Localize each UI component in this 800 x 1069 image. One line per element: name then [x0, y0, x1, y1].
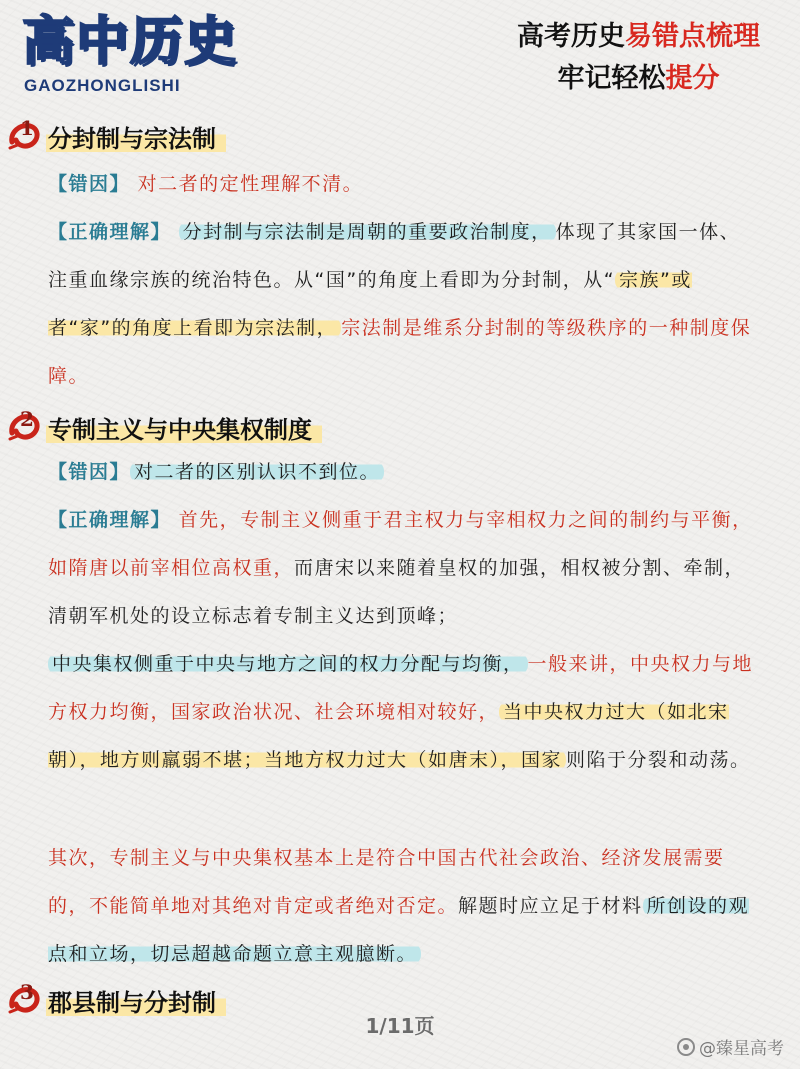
body-text: 而唐宋以来随着皇权的加强，相权被分割、牵制，清朝军机处的设立标志着专制主义达到顶峰；	[48, 557, 746, 627]
highlight-text: 当中央权力过大（如北宋朝），地方则羸弱不堪；当地方权力过大（如唐末），国家	[48, 701, 729, 771]
page-indicator: 1/11页	[365, 1014, 435, 1038]
red-text: 其次，专制主义与中央集权基本上是符合中国古代社会政治、经济发展需要的，不能简单地对其绝对肯定或者绝对否定。	[48, 847, 725, 917]
watermark-logo-icon	[677, 1038, 695, 1056]
central-power-paragraph	[48, 640, 760, 784]
section-title: 郡县制与分封制	[46, 981, 226, 1020]
slogan-line-2	[517, 58, 760, 100]
correct-understanding-1	[48, 208, 760, 400]
body-text: 体现了其家国一体、注重血缘宗族的统治特色。从“国”的角度上看即为分封制，从“	[48, 221, 741, 291]
section-heading-2	[6, 405, 322, 449]
correct-understanding-2	[48, 496, 760, 640]
brush-number-icon	[6, 114, 46, 158]
conclusion-paragraph	[48, 834, 760, 978]
slogan-line-2-highlight: 提分	[665, 63, 720, 94]
error-cause-2	[48, 448, 760, 496]
brush-number-icon	[6, 405, 46, 449]
correct-tag: 【正确理解】	[48, 509, 172, 531]
highlight-text: 宗族”或者“家”的角度上看即为宗法制，	[48, 269, 692, 339]
logo-title: 高中历史	[22, 12, 239, 72]
error-text: 对二者的区别认识不到位。	[130, 461, 384, 483]
body-text: 则陷于分裂和动荡。	[566, 749, 751, 771]
highlight-text: 所创设的观点和立场，切忌超越命题立意主观臆断。	[48, 895, 750, 965]
error-cause-1	[48, 160, 760, 208]
red-text: 一般来讲，中央权力与地方权力均衡，国家政治状况、社会环境相对较好，	[48, 653, 754, 723]
section-title: 分封制与宗法制	[46, 117, 226, 156]
body-text: 解题时应立足于材料	[458, 895, 643, 917]
red-text: 首先，专制主义侧重于君主权力与宰相权力之间的制约与平衡，如隋唐以前宰相位高权重，	[48, 509, 753, 579]
section-number: 1	[20, 116, 34, 140]
slogan-line-1	[517, 16, 760, 58]
highlight-text: 分封制与宗法制是周朝的重要政治制度，	[179, 221, 556, 243]
slogan-line-1-prefix: 高考历史	[517, 21, 625, 52]
logo-subtitle: GAOZHONGLISHI	[24, 76, 181, 95]
slogan-line-2-prefix: 牢记轻松	[557, 63, 666, 94]
error-tag: 【错因】	[48, 461, 131, 483]
watermark	[677, 1034, 784, 1059]
error-text: 对二者的定性理解不清。	[137, 173, 364, 195]
slogan	[517, 16, 760, 100]
section-title: 专制主义与中央集权制度	[46, 408, 322, 447]
section-number: 3	[20, 980, 34, 1004]
red-text: 宗法制是维系分封制的等级秩序的一种制度保障。	[48, 317, 752, 387]
error-tag: 【错因】	[48, 173, 131, 195]
watermark-text: @臻星高考	[699, 1039, 784, 1059]
section-number: 2	[20, 407, 34, 431]
correct-tag: 【正确理解】	[48, 221, 172, 243]
highlight-text: 中央集权侧重于中央与地方之间的权力分配与均衡，	[48, 653, 528, 675]
slogan-line-1-highlight: 易错点梳理	[625, 21, 760, 52]
section-heading-1	[6, 114, 226, 158]
